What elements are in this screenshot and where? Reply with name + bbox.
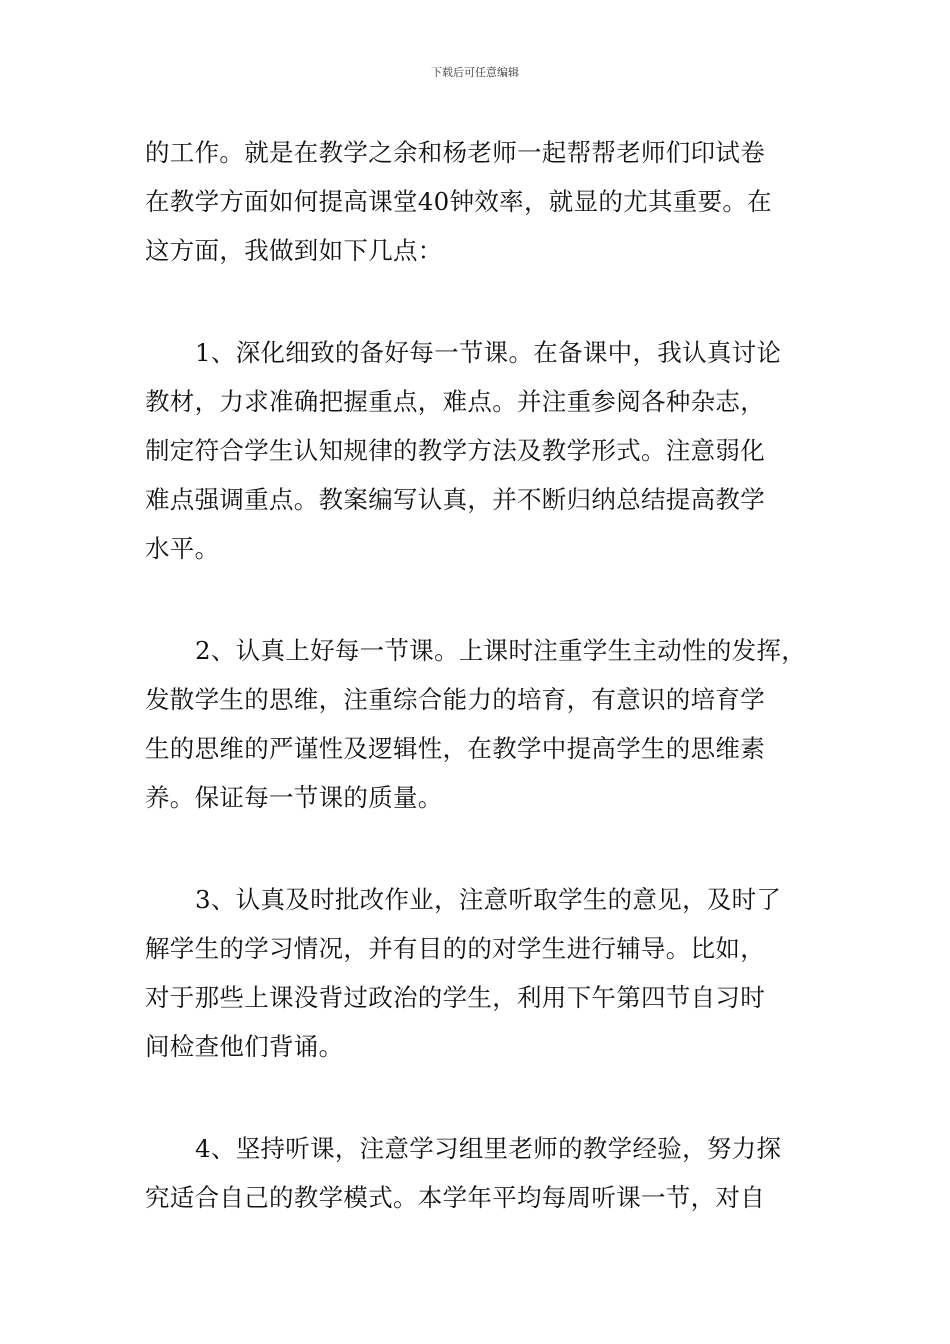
text-line: 解学生的学习情况，并有目的的对学生进行辅导。比如， (145, 934, 765, 963)
text-line: 2、认真上好每一节课。上课时注重学生主动性的发挥， (195, 636, 807, 665)
document-body (145, 128, 815, 1222)
text-line: 在教学方面如何提高课堂40钟效率，就显的尤其重要。在 (145, 187, 772, 216)
paragraph-item-2 (145, 626, 815, 822)
page-header: 下载后可任意编辑 (431, 66, 519, 79)
text-line: 水平。 (145, 534, 220, 563)
text-line: 难点强调重点。教案编写认真，并不断归纳总结提高教学 (145, 485, 765, 514)
text-line: 的工作。就是在教学之余和杨老师一起帮帮老师们印试卷 (145, 138, 765, 167)
text-line: 4、坚持听课，注意学习组里老师的教学经验，努力探 (195, 1134, 782, 1163)
paragraph-gap (145, 573, 815, 626)
text-line: 1、深化细致的备好每一节课。在备课中，我认真讨论 (195, 338, 782, 367)
paragraph-item-3 (145, 875, 815, 1071)
text-line: 发散学生的思维，注重综合能力的培育，有意识的培育学 (145, 685, 765, 714)
paragraph-intro (145, 128, 815, 275)
text-line: 间检查他们背诵。 (145, 1032, 344, 1061)
text-line: 对于那些上课没背过政治的学生，利用下午第四节自习时 (145, 983, 765, 1012)
paragraph-gap (145, 275, 815, 328)
text-line: 养。保证每一节课的质量。 (145, 783, 443, 812)
text-line: 这方面，我做到如下几点： (145, 236, 443, 265)
paragraph-item-4 (145, 1124, 815, 1222)
text-line: 3、认真及时批改作业，注意听取学生的意见，及时了 (195, 885, 782, 914)
text-line: 制定符合学生认知规律的教学方法及教学形式。注意弱化 (145, 436, 765, 465)
paragraph-item-1 (145, 328, 815, 573)
paragraph-gap (145, 822, 815, 875)
text-line: 究适合自己的教学模式。本学年平均每周听课一节，对自 (145, 1183, 765, 1212)
paragraph-gap (145, 1071, 815, 1124)
text-line: 教材，力求准确把握重点，难点。并注重参阅各种杂志， (145, 387, 765, 416)
text-line: 生的思维的严谨性及逻辑性，在教学中提高学生的思维素 (145, 734, 765, 763)
